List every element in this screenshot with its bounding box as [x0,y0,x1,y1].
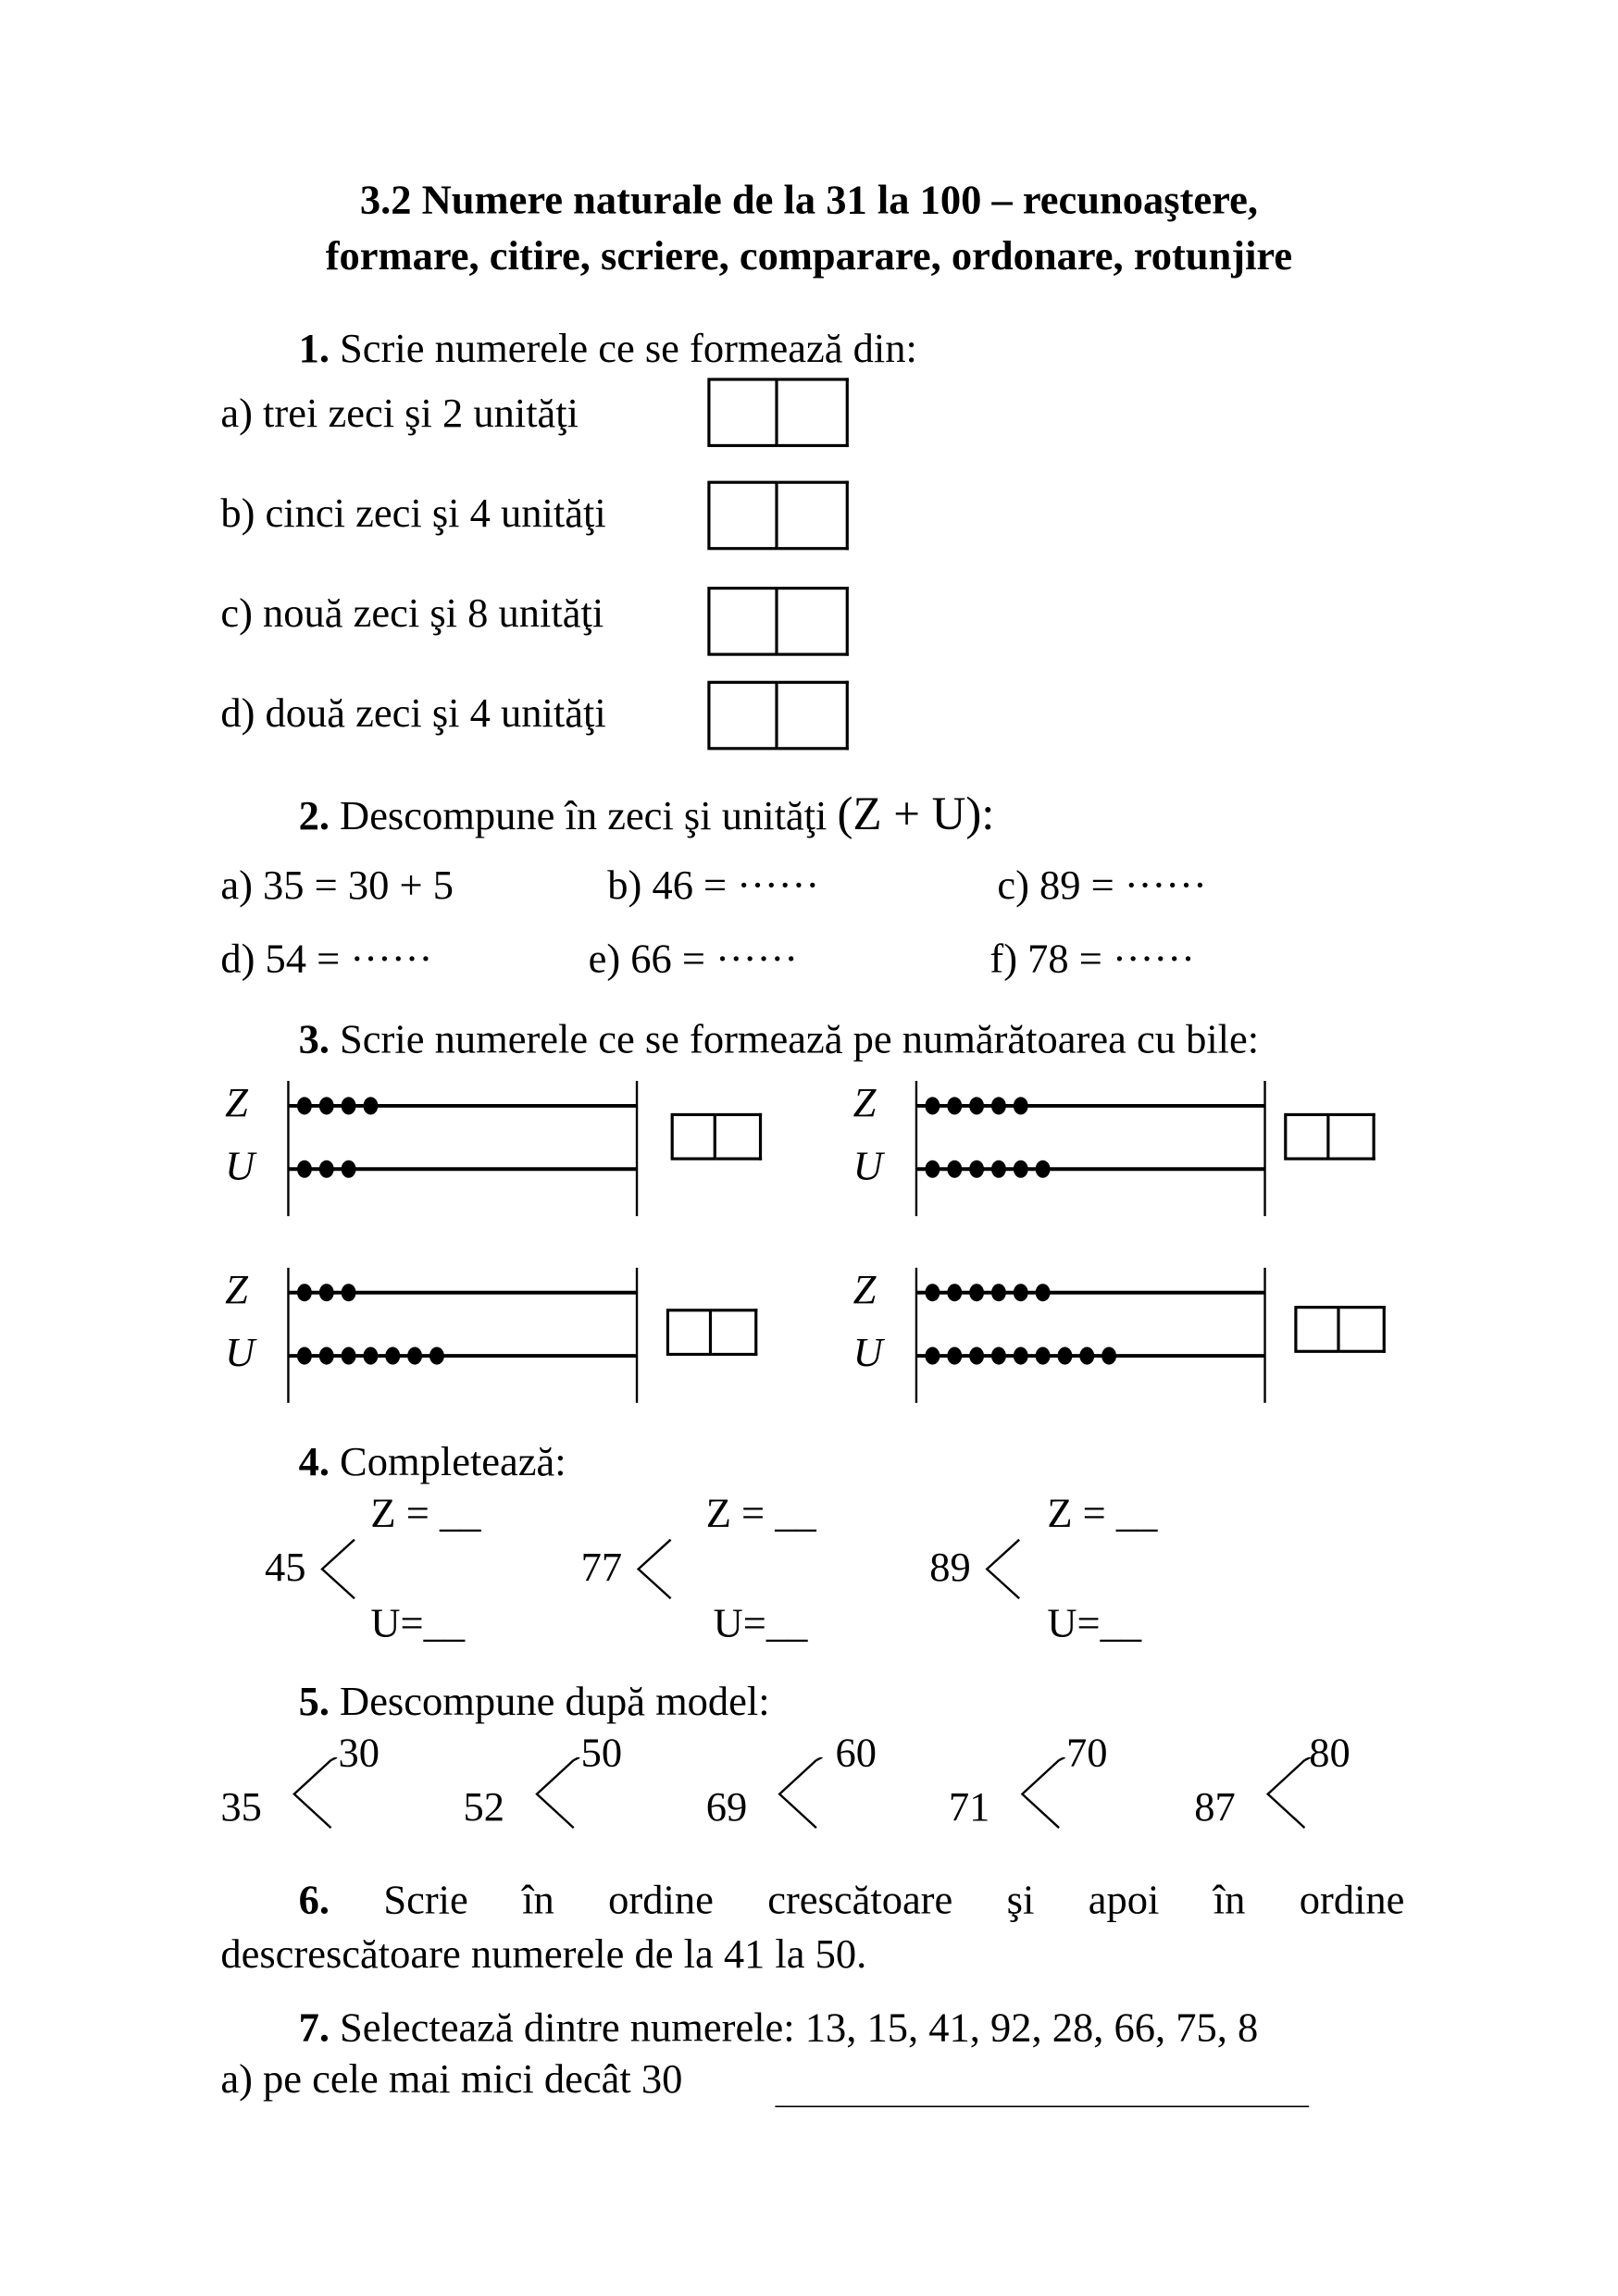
tens-bead [297,1097,312,1114]
units-bead [1057,1347,1072,1365]
ex5-tens: 50 [580,1731,623,1777]
ex5-tens: 80 [1309,1731,1350,1777]
answer-box-d[interactable] [707,681,849,751]
abacus-3 [222,1268,649,1420]
ex4-units-blank[interactable]: U=__ [1047,1601,1142,1647]
ex1-item-d: d) două zeci şi 4 unităţi [220,690,606,738]
bracket-icon [981,1537,1026,1602]
ex7-item-a: a) pe cele mai mici decât 30 [220,2057,683,2104]
exercise-2-heading: 2. Descompune în zeci şi unităţi (Z + U): [298,787,995,840]
units-bead [1014,1160,1028,1178]
bracket-icon [772,1757,831,1831]
units-bead [1101,1347,1116,1365]
bracket-icon [632,1537,677,1602]
answer-line-a[interactable] [775,2105,1309,2107]
ex5-tens: 30 [338,1731,380,1777]
units-bead [342,1160,356,1178]
units-bead [385,1347,400,1365]
tens-label: Z [853,1267,877,1313]
tens-bead [969,1097,984,1114]
exercise-1-heading: 1. Scrie numerele ce se formează din: [298,326,917,373]
units-bead [1014,1347,1028,1365]
ex2-item-d: d) 54 = ······ [220,937,433,983]
bracket-icon [1014,1757,1074,1831]
units-bead [342,1347,356,1365]
answer-box-b[interactable] [707,481,849,551]
units-bead [925,1347,940,1365]
ex1-item-a: a) trei zeci şi 2 unităţi [220,391,579,437]
tens-bead [947,1097,962,1114]
units-bead [947,1347,962,1365]
ex4-tens-blank[interactable]: Z = __ [370,1491,481,1537]
tens-bead [297,1284,312,1301]
units-bead [991,1160,1006,1178]
tens-label: Z [225,1080,248,1127]
tens-bead [947,1284,962,1301]
tens-bead [363,1097,378,1114]
tens-bead [969,1284,984,1301]
exercise-4-heading: 4. Completează: [298,1439,566,1485]
answer-box-c[interactable] [707,587,849,656]
abacus-answer-box-3[interactable] [666,1309,758,1356]
bracket-icon [317,1537,361,1602]
ex5-number: 52 [463,1785,505,1831]
tens-bead [925,1097,940,1114]
ex2-item-e: e) 66 = ······ [588,937,799,983]
units-bead [407,1347,422,1365]
units-bead [947,1160,962,1178]
abacus-2 [850,1081,1276,1233]
tens-bead [991,1097,1006,1114]
tens-bead [1014,1097,1028,1114]
ex1-item-b: b) cinci zeci şi 4 unităţi [220,490,606,537]
units-bead [319,1347,334,1365]
units-bead [297,1347,312,1365]
units-label: U [225,1144,255,1190]
ex5-number: 87 [1194,1785,1236,1831]
ex4-tens-blank[interactable]: Z = __ [1047,1491,1158,1537]
units-label: U [853,1144,883,1190]
ex5-number: 71 [948,1785,990,1831]
units-bead [1079,1347,1094,1365]
exercise-6-line2: descrescătoare numerele de la 41 la 50. [220,1931,867,1979]
abacus-1 [222,1081,649,1233]
units-bead [363,1347,378,1365]
tens-label: Z [225,1267,248,1313]
tens-bead [1014,1284,1028,1301]
ex4-tens-blank[interactable]: Z = __ [705,1491,816,1537]
units-label: U [853,1331,883,1377]
units-bead [925,1160,940,1178]
ex4-units-blank[interactable]: U=__ [370,1601,466,1647]
ex4-number: 45 [265,1545,306,1592]
tens-bead [342,1284,356,1301]
units-bead [969,1347,984,1365]
ex2-item-f: f) 78 = ······ [989,937,1195,983]
units-bead [319,1160,334,1178]
abacus-answer-box-1[interactable] [671,1113,763,1160]
ex5-number: 69 [705,1785,748,1831]
tens-bead [342,1097,356,1114]
tens-bead [1036,1284,1051,1301]
ex4-units-blank[interactable]: U=__ [713,1601,808,1647]
units-bead [1036,1347,1051,1365]
exercise-6-line1: 6. Scrie în ordine crescătoare şi apoi în ordine [298,1878,1405,1924]
tens-bead [319,1284,334,1301]
ex2-item-a: a) 35 = 30 + 5 [220,863,454,910]
exercise-5-heading: 5. Descompune după model: [298,1679,770,1725]
answer-box-a[interactable] [707,378,849,447]
tens-bead [319,1097,334,1114]
units-bead [429,1347,444,1365]
tens-label: Z [853,1080,877,1127]
bracket-icon [287,1757,346,1831]
ex5-tens: 70 [1066,1731,1108,1777]
ex4-number: 89 [929,1545,971,1592]
units-label: U [225,1331,255,1377]
abacus-answer-box-2[interactable] [1284,1113,1375,1160]
section-title-line1: 3.2 Numere naturale de la 31 la 100 – recunoaştere, [359,178,1258,224]
units-bead [991,1347,1006,1365]
tens-bead [991,1284,1006,1301]
abacus-answer-box-4[interactable] [1294,1306,1386,1353]
ex5-number: 35 [220,1785,262,1831]
ex5-tens: 60 [835,1731,877,1777]
ex2-item-c: c) 89 = ······ [997,863,1207,910]
ex4-number: 77 [580,1545,623,1592]
exercise-3-heading: 3. Scrie numerele ce se formează pe numărătoarea cu bile: [298,1017,1260,1063]
units-bead [969,1160,984,1178]
units-bead [297,1160,312,1178]
ex1-item-c: c) nouă zeci şi 8 unităţi [220,590,604,638]
bracket-icon [529,1757,589,1831]
section-title-line2: formare, citire, scriere, comparare, ordonare, rotunjire [325,233,1293,279]
exercise-7-heading: 7. Selectează dintre numerele: 13, 15, 41, 92, 28, 66, 75, 8 [298,2005,1259,2052]
units-bead [1036,1160,1051,1178]
tens-bead [925,1284,940,1301]
ex2-item-b: b) 46 = ······ [607,863,820,910]
abacus-4 [850,1268,1276,1420]
